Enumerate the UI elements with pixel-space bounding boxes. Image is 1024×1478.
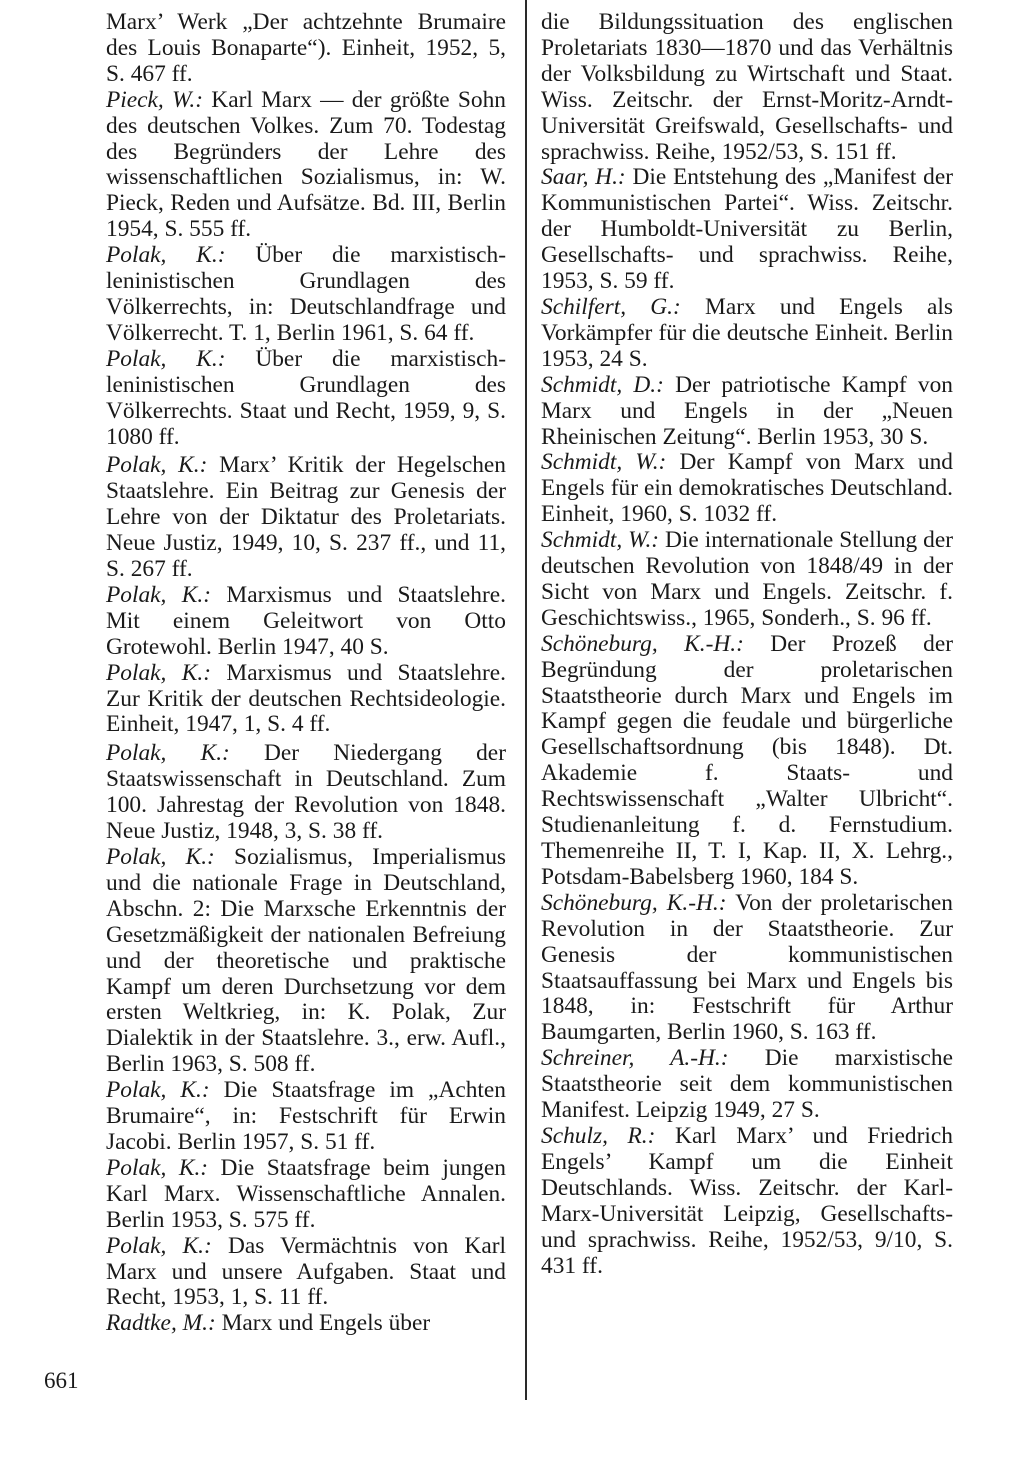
entry-text: Sozialismus, Imperialismus und die nationale Frage in Deutschland, Abschn. 2: Die Marxsche Erkenntnis der Gesetzmäßigkeit der nationalen Befreiung und der theoretische und praktische Kampf um deren Durchsetzung vor dem ersten Weltkrieg, in: K. Polak, Zur Dialektik in der Staatslehre. 3., erw. Aufl., Berlin 1963, S. 508 ff. (106, 844, 506, 1078)
bibliography-entry (106, 845, 506, 1078)
bibliography-entry (106, 453, 506, 583)
entry-author: Polak, K.: (106, 740, 230, 767)
entry-text: Der Kampf von Marx und Engels für ein demokratisches Deutschland. Einheit, 1960, S. 1032 ff. (541, 449, 953, 528)
entry-text: Der Niedergang der Staatswissenschaft in Deutschland. Zum 100. Jahrestag der Revolution von 1848. Neue Justiz, 1948, 3, S. 38 ff. (106, 740, 506, 845)
entry-author: Schmidt, W.: (541, 527, 660, 554)
entry-author: Schmidt, W.: (541, 449, 667, 476)
entry-author: Schulz, R.: (541, 1122, 656, 1149)
left-column (106, 10, 506, 1337)
bibliography-entry (541, 1046, 953, 1124)
entry-text: Über die marxistisch-leninistischen Grundlagen des Völkerrechts. Staat und Recht, 1959, 9, S. 1080 ff. (106, 345, 506, 450)
entry-text: Die Staatsfrage im „Achten Brumaire“, in: Festschrift für Erwin Jacobi. Berlin 1957, S. 51 ff. (106, 1077, 506, 1155)
entry-author: Schöneburg, K.-H.: (541, 889, 727, 916)
entry-author: Schöneburg, K.-H.: (541, 630, 744, 657)
entry-text: Die internationale Stellung der deutschen Revolution von 1848/49 in der Sicht von Marx und Engels. Zeitschr. f. Geschichtswiss., 1965, Sonderh., S. 96 ff. (541, 527, 954, 631)
bibliography-entry (106, 88, 506, 243)
entry-text: Marx’ Werk „Der achtzehnte Brumaire des Louis Bonaparte“). Einheit, 1952, 5, S. 467 ff. (106, 9, 506, 87)
entry-author: Polak, K.: (106, 1232, 212, 1259)
entry-author: Polak, K.: (106, 581, 212, 608)
entry-text: Das Vermächtnis von Karl Marx und unsere Aufgaben. Staat und Recht, 1953, 1, S. 11 ff. (106, 1232, 506, 1311)
entry-text: Karl Marx’ und Friedrich Engels’ Kampf um die Einheit Deutschlands. Wiss. Zeitschr. der Karl-Marx-Universität Leipzig, Gesellschafts- und sprachwiss. Reihe, 1952/53, 9/10, S. 431 ff. (541, 1122, 953, 1279)
entry-author: Schilfert, G.: (541, 293, 681, 320)
page-number: 661 (44, 1368, 79, 1393)
bibliography-entry (541, 450, 953, 528)
entry-text: Über die marxistisch-leninistischen Grundlagen des Völkerrechts, in: Deutschlandfrage und Völkerrecht. T. 1, Berlin 1961, S. 64 ff. (106, 242, 506, 346)
bibliography-entry (541, 165, 953, 295)
bibliography-entry (106, 10, 506, 88)
bibliography-entry (106, 1156, 506, 1234)
entry-text: Marxismus und Staatslehre. Mit einem Geleitwort von Otto Grotewohl. Berlin 1947, 40 S. (106, 581, 506, 660)
entry-author: Schreiner, A.-H.: (541, 1045, 729, 1072)
entry-author: Polak, K.: (106, 1154, 209, 1181)
bibliography-entry (106, 347, 506, 451)
entry-author: Radtke, M.: (106, 1310, 216, 1337)
bibliography-entry (541, 528, 953, 632)
right-column (541, 10, 953, 1279)
bibliography-entry (106, 1311, 506, 1337)
entry-text: Karl Marx — der größte Sohn des deutschen Volkes. Zum 70. Todestag des Begründers der Lehre des wissenschaftlichen Sozialismus, in: W. Pieck, Reden und Aufsätze. Bd. III, Berlin 1954, S. 555 ff. (106, 86, 506, 243)
entry-author: Pieck, W.: (106, 86, 204, 113)
entry-text: Marxismus und Staatslehre. Zur Kritik der deutschen Rechtsideologie. Einheit, 1947, 1, S. 4 ff. (106, 659, 506, 738)
entry-text: Der Prozeß der Begründung der proletarischen Staatstheorie durch Marx und Engels im Kampf gegen die feudale und bürgerliche Gesellschaftsordnung (bis 1848). Dt. Akademie f. Staats- und Rechtswissenschaft „Walter Ulbricht“. Studienanleitung f. d. Fernstudium. Themenreihe II, T. I, Kap. II, X. Lehrg., Potsdam-Babelsberg 1960, 184 S. (541, 630, 953, 890)
entry-author: Polak, K.: (106, 345, 226, 372)
bibliography-entry (106, 243, 506, 347)
entry-author: Polak, K.: (106, 1077, 210, 1104)
entry-author: Polak, K.: (106, 452, 208, 479)
bibliography-entry (541, 1124, 953, 1279)
entry-text: Die marxistische Staatstheorie seit dem kommunistischen Manifest. Leipzig 1949, 27 S. (541, 1045, 953, 1124)
entry-author: Saar, H.: (541, 164, 626, 191)
entry-text: Die Entstehung des „Manifest der Kommunistischen Partei“. Wiss. Zeitschr. der Humboldt-Universität zu Berlin, Gesellschafts- und sprachwiss. Reihe, 1953, S. 59 ff. (541, 164, 953, 295)
bibliography-entry (541, 10, 953, 165)
bibliography-entry (541, 295, 953, 373)
bibliography-entry (541, 632, 953, 891)
entry-text: Von der proletarischen Revolution in der Staatstheorie. Zur Genesis der kommunistischen Staatsauffassung bei Marx und Engels bis 1848, in: Festschrift für Arthur Baumgarten, Berlin 1960, S. 163 ff. (541, 889, 953, 1046)
entry-author: Polak, K.: (106, 242, 226, 269)
entry-text: Marx und Engels über (215, 1310, 431, 1337)
bibliography-entry (106, 1234, 506, 1312)
entry-text: die Bildungssituation des englischen Proletariats 1830—1870 und das Verhältnis der Volksbildung zu Wirtschaft und Staat. Wiss. Zeitschr. der Ernst-Moritz-Arndt-Universität Greifswald, Gesellschafts- und sprachwiss. Reihe, 1952/53, S. 151 ff. (541, 9, 953, 165)
entry-author: Schmidt, D.: (541, 371, 664, 398)
entry-author: Polak, K.: (106, 844, 215, 870)
entry-author: Polak, K.: (106, 659, 212, 686)
entry-text: Die Staatsfrage beim jungen Karl Marx. Wissenschaftliche Annalen. Berlin 1953, S. 575 ff. (106, 1154, 506, 1233)
bibliography-entry (106, 1078, 506, 1156)
bibliography-entry (541, 891, 953, 1046)
bibliography-entry (541, 373, 953, 451)
entry-text: Marx und Engels als Vorkämpfer für die deutsche Einheit. Berlin 1953, 24 S. (541, 293, 953, 372)
column-divider (525, 0, 527, 1400)
bibliography-entry (106, 741, 506, 845)
bibliography-entry (106, 661, 506, 739)
entry-text: Marx’ Kritik der Hegelschen Staatslehre. Ein Beitrag zur Genesis der Lehre von der Diktatur des Proletariats. Neue Justiz, 1949, 10, S. 237 ff., und 11, S. 267 ff. (106, 452, 506, 583)
bibliography-entry (106, 583, 506, 661)
entry-text: Der patriotische Kampf von Marx und Engels in der „Neuen Rheinischen Zeitung“. Berlin 1953, 30 S. (541, 371, 953, 450)
